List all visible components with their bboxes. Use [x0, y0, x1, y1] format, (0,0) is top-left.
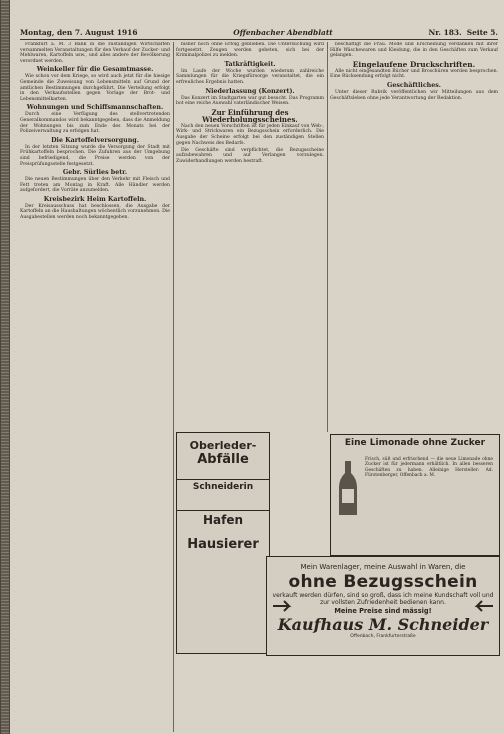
column-rule-2 — [327, 42, 328, 432]
schneider-ad-prices: Meine Preise sind mässig! — [334, 607, 432, 615]
ad-oberleder-1: Oberleder- — [189, 439, 257, 452]
header-issue: Nr. 183. — [428, 28, 462, 37]
small-ads-column — [176, 432, 270, 654]
ad-oberleder-2: Abfälle — [197, 452, 249, 467]
heading-5: Kreisbezirk Heim Kartoffeln. — [43, 195, 147, 203]
ad-schneiderin: Schneiderin — [177, 479, 269, 492]
schneider-ad — [266, 556, 500, 656]
header-page: Seite 5. — [466, 28, 498, 37]
article-paragraph: beschäftigt die Frau. Mode und Erscheinung verdanken mit ihrer Hilfe Wäschewaren und Kleidung, die in den Geschäften zum Verkauf gelangen. — [330, 42, 498, 59]
article-paragraph: Der Kreisausschuss hat beschlossen, die Ausgabe der Kartoffeln an die Haushaltungen wöchentlich vorzunehmen. Die Ausgabestellen werden noch bekanntgegeben. — [20, 203, 170, 221]
limonade-ad-text: Frisch, süß und erfrischend — die neue Limonade ohne Zucker ist für jedermann erhältlich. In allen besseren Geschäften zu haben. Alleinige Hersteller: Ad. Fürstenberger, Offenbach a. M. — [365, 457, 493, 479]
article-paragraph: Unter dieser Rubrik veröffentlichen wir Mitteilungen aus dem Geschäftsleben ohne jede Verantwortung der Redaktion. — [330, 89, 498, 101]
heading-2: Geschäftliches. — [387, 81, 441, 89]
header-rule — [20, 39, 498, 40]
column-rule-1 — [173, 42, 174, 732]
article-paragraph: Im Laufe der Woche wurden wiederum zahlreiche Sammlungen für die Kriegsfürsorge veranstaltet, die ein erfreuliches Ergebnis hatten. — [176, 68, 324, 85]
article-lead: Frankfurt a. M. 3 Bank in die zuständigen Wirtschaften versammelten Veranstaltungen für den Verkauf der Zucker- und Mehlwaren, Kartoffeln usw., und alles andere der Bevölkerung verordnet werden. — [20, 42, 170, 64]
column-2 — [176, 42, 324, 462]
article-paragraph: Das Konzert im Stadtgarten war gut besucht. Das Programm bot eine reiche Auswahl vaterländischer Weisen. — [176, 95, 324, 107]
heading-1: Tatkräftigkeit. — [224, 60, 276, 68]
schneider-ad-address: Offenbach, Frankfurterstraße — [350, 634, 416, 639]
hand-pointer-icon — [271, 599, 297, 613]
heading-3: Zur Einführung des Wiederholungsscheines. — [202, 107, 298, 124]
heading-2: Wohnungen und Schiffsmannschaften. — [26, 104, 164, 112]
heading-3: Die Kartoffelversorgung. — [51, 136, 139, 144]
schneider-ad-line-1: Mein Warenlager, meine Auswahl in Waren, die — [300, 563, 466, 571]
limonade-ad-title: Eine Limonade ohne Zucker — [344, 438, 486, 448]
article-paragraph: In der letzten Sitzung wurde die Versorgung der Stadt mit Frühkartoffeln besprochen. Die Zufuhren aus der Umgebung sind befriedigend, die Preise werden von der Preisprüfungsstelle festgesetzt. — [20, 144, 170, 167]
article-paragraph: Die Geschäfte sind verpflichtet, die Bezugsscheine aufzubewahren und auf Verlangen vorzulegen. Zuwiderhandlungen werden bestraft. — [176, 147, 324, 164]
schneider-ad-body: verkauft werden dürfen, sind so groß, dass ich meine Kundschaft voll und zur vollsten Zufriedenheit bedienen kann. — [272, 592, 494, 606]
ad-hafen: Hafen — [177, 510, 269, 527]
header-issue-page — [428, 28, 498, 38]
column-1 — [20, 42, 170, 732]
article-paragraph: Wie schon vor dem Kriege, so wird auch jetzt für die hiesige Gemeinde die Zuweisung von Lebensmitteln auf Grund der amtlichen Bestimmungen durchgeführt. Die Verteilung erfolgt in den Verkaufsstellen gegen Vorlage der Brot- und Lebensmittelkarten. — [20, 74, 170, 102]
limonade-ad — [330, 434, 500, 556]
ad-hausierer: Hausierer — [187, 537, 259, 552]
neighbor-page-edge — [1, 0, 9, 734]
hand-pointer-icon — [469, 599, 495, 613]
page-header — [20, 28, 498, 38]
column-3 — [330, 42, 498, 462]
header-date: Montag, den 7. August 1916 — [20, 28, 138, 37]
article-paragraph: Die neuen Bestimmungen über den Verkehr mit Fleisch und Fett treten am Montag in Kraft. Alle Händler werden aufgefordert, die Vorräte anzumelden. — [20, 177, 170, 194]
article-paragraph: Durch eine Verfügung des stellvertretenden Generalkommandos wird bekanntgegeben, dass die Anmeldung der Wohnungen bis zum Ende des Monats bei der Polizeiverwaltung zu erfolgen hat. — [20, 112, 170, 135]
article-paragraph: bisher noch ohne Erfolg geblieben. Die Untersuchung wird fortgesetzt. Zeugen werden gebeten, sich bei der Kriminalpolizei zu melden. — [176, 42, 324, 59]
schneider-ad-brand: Kaufhaus M. Schneider — [277, 615, 489, 634]
binding-gutter — [0, 0, 10, 734]
article-paragraph: Alle nicht eingesandten Bücher und Broschüren werden besprochen. Eine Rücksendung erfolgt nicht. — [330, 68, 498, 80]
schneider-ad-headline: ohne Bezugsschein — [288, 572, 478, 592]
heading-1: Eingelaufene Druckschriften. — [352, 59, 476, 69]
header-paper: Offenbacher Abendblatt — [233, 28, 333, 37]
article-paragraph: Nach den neuen Vorschriften ist für jeden Einkauf von Web-, Wirk- und Strickwaren ein Bezugsschein erforderlich. Die Ausgabe der Scheine erfolgt bei den zuständigen Stellen gegen Nachweis des Bedarfs. — [176, 123, 324, 146]
heading-1: Weinkeller für die Gesamtmasse. — [36, 66, 154, 74]
heading-2: Niederlassung (Konzert). — [205, 87, 295, 95]
bottle-icon — [337, 459, 359, 519]
heading-4: Gebr. Sürlies betr. — [62, 169, 128, 177]
